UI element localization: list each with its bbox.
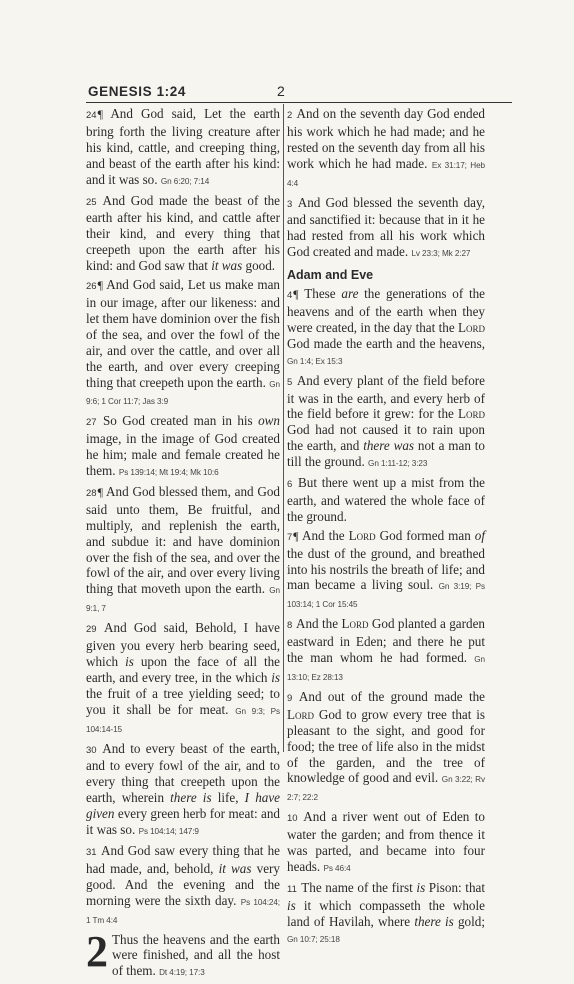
verse-text: God planted a garden eastward in Eden; and there he put the man whom he had formed. (287, 616, 485, 666)
italic-text: there is (170, 790, 212, 806)
italic-text: is (271, 669, 280, 685)
verse-9 (287, 689, 485, 806)
page-number: 2 (277, 83, 285, 99)
verse-text: And the (293, 616, 342, 632)
verse-text: And God blessed the seventh day, and sanctified it: because that in it he had rested from all his work which God created and made. (287, 194, 485, 260)
verse-text: And God blessed them, and God said unto them, Be fruitful, and multiply, and replenish the earth, and subdue it: and have dominion over the fish of the sea, and over the fowl of the air, and over every living thing that moveth upon the earth. (86, 483, 280, 597)
verse-8 (287, 616, 485, 686)
italic-text: of (474, 527, 485, 543)
verse-2 (287, 106, 485, 192)
verse-text: So God created man in his (97, 413, 259, 429)
verse-number: 8 (287, 620, 293, 632)
italic-text: own (258, 413, 280, 429)
verse-number: 29 (86, 624, 97, 636)
verse-text: good. (242, 258, 276, 274)
verse-number: 9 (287, 692, 293, 704)
cross-reference: Ex 31:17; Heb 4:4 (287, 160, 485, 188)
italic-text: is (287, 897, 296, 913)
verse-text: But there went up a mist from the earth, and watered the whole face of the ground. (287, 475, 485, 524)
cross-reference: Gn 1:11-12; 3:23 (368, 459, 428, 469)
section-heading: Adam and Eve (287, 268, 374, 283)
verse-11 (287, 880, 485, 948)
verse-text: gold; (453, 913, 485, 929)
verse-text: upon the face of all the earth, and every tree, in the which (86, 654, 280, 685)
cross-reference: Ps 139:14; Mt 19:4; Mk 10:6 (118, 468, 219, 478)
verse-28 (86, 484, 280, 617)
verse-text: And the (298, 527, 349, 543)
verse-text: And out of the ground made the (293, 688, 485, 704)
cross-reference: Ps 104:14; 147:9 (138, 827, 199, 837)
verse-text: And God said, Behold, I have given you every herb bearing seed, which (86, 620, 280, 669)
italic-text: are (341, 286, 359, 302)
verse-number: 7 (287, 531, 293, 543)
italic-text: is (416, 879, 426, 895)
verse-10 (287, 809, 485, 877)
running-head: GENESIS 1:24 (88, 84, 186, 99)
verse-text: God formed man (375, 527, 475, 543)
cross-reference: Ps 104:24; 1 Tm 4:4 (86, 897, 280, 925)
verse-text: God to grow every tree that is pleasant to the sight, and good for food; the tree of life also in the midst of the garden, and the tree of knowledge of good and evil. (287, 706, 485, 786)
verse-25 (86, 193, 280, 275)
verse-31 (86, 843, 280, 929)
verse-number: 25 (86, 196, 97, 208)
verse-text: And on the seventh day God ended his work which he had made; and he rested on the seventh day from all his work which he had made. (287, 106, 485, 171)
verse-text: And a river went out of Eden to water the garden; and from thence it was parted, and became into four heads. (287, 809, 485, 874)
italic-text: there was (363, 438, 415, 454)
pilcrow: ¶ (293, 528, 299, 543)
verse-text: God made the earth and the heavens, (287, 335, 485, 351)
verse-7 (287, 528, 485, 614)
verse-text: Pison: that (425, 879, 485, 895)
verse-text: And God saw every thing that he had made, and, behold, (86, 842, 280, 876)
verse-number: 28 (86, 487, 97, 499)
verse-number: 27 (86, 417, 97, 429)
chapter-drop-cap: 2 (86, 931, 108, 976)
pilcrow: ¶ (97, 278, 104, 293)
verse-24 (86, 106, 280, 190)
verse-6 (287, 475, 485, 525)
verse-text: the dust of the ground, and breathed into his nostrils the breath of life; and man became a living soul. (287, 545, 485, 593)
divine-name: Lord (287, 706, 315, 722)
verse-text: the generations of the heavens and of the earth when they were created, in the day that the (287, 286, 486, 335)
verse-number: 3 (287, 198, 293, 210)
chapter-2-verse-1 (86, 932, 280, 982)
cross-reference: Gn 9:1, 7 (86, 586, 280, 614)
left-column (86, 106, 280, 984)
verse-number: 4 (287, 290, 293, 302)
cross-reference: Gn 10:7; 25:18 (287, 934, 340, 944)
verse-text: not a man to till the ground. (287, 438, 485, 470)
verse-text: very good. And the evening and the morning were the sixth day. (86, 860, 280, 908)
cross-reference: Gn 3:22; Rv 2:7; 22:2 (287, 775, 485, 803)
verse-4 (287, 286, 485, 370)
italic-text: it was (211, 258, 243, 274)
verse-text: And God said, Let us make man in our image, after our likeness: and let them have dominion over the fish of the sea, and over the fowl of the air, and over the cattle, and over all the earth, and over every creeping thing that creepeth upon the earth. (86, 277, 280, 390)
verse-27 (86, 413, 280, 481)
verse-text: And to every beast of the earth, and to every fowl of the air, and to every thing that creepeth upon the earth, wherein (86, 740, 280, 806)
cross-reference: Gn 13:10; Ez 28:13 (287, 655, 485, 682)
italic-text: is (125, 654, 134, 669)
divine-name: Lord (348, 527, 376, 543)
verse-text: life, (211, 790, 245, 806)
running-header (86, 82, 512, 103)
verse-number: 5 (287, 376, 293, 388)
divine-name: Lord (341, 616, 369, 632)
verse-number: 10 (287, 813, 298, 825)
verse-number: 31 (86, 846, 97, 858)
pilcrow: ¶ (97, 484, 104, 499)
italic-text: I have given (86, 790, 280, 822)
cross-reference: Ps 46:4 (323, 863, 351, 873)
column-divider (283, 104, 284, 752)
verse-text: Thus the heavens and the earth were finished, and all the host of them. (112, 931, 280, 979)
verse-text: These (298, 286, 342, 302)
verse-30 (86, 741, 280, 840)
verse-text: And God made the beast of the earth after his kind, and cattle after their kind, and every thing that creepeth upon the earth after his kind: and God saw that (86, 192, 280, 274)
italic-text: it was (218, 860, 252, 876)
verse-number: 26 (86, 281, 97, 293)
pilcrow: ¶ (97, 107, 104, 121)
cross-reference: Gn 3:19; Ps 103:14; 1 Cor 15:45 (287, 582, 485, 610)
pilcrow: ¶ (293, 287, 299, 302)
verse-text: The name of the first (297, 879, 417, 895)
verse-5 (287, 373, 485, 472)
verse-text: God had not caused it to rain upon the earth, and (287, 422, 485, 454)
verse-text: And every plant of the field before it was in the earth, and every herb of the field before it grew: for the (287, 372, 485, 422)
cross-reference: Gn 9:6; 1 Cor 11:7; Jas 3:9 (86, 379, 280, 407)
cross-reference: Lv 23:3; Mk 2:27 (411, 249, 471, 259)
verse-text: image, in the image of God created he him; male and female created he them. (86, 431, 280, 479)
verse-3 (287, 195, 485, 263)
divine-name: Lord (457, 319, 485, 335)
verse-number: 24 (86, 110, 97, 121)
verse-number: 6 (287, 479, 293, 491)
verse-29 (86, 620, 280, 737)
verse-text: And God said, Let the earth bring forth the living creature after his kind, cattle, and creeping thing, and beast of the earth after his kind: and it was so. (86, 106, 280, 187)
divine-name: Lord (457, 406, 485, 422)
right-column (287, 106, 485, 951)
cross-reference: Gn 6:20; 7:14 (160, 176, 210, 186)
verse-26 (86, 277, 280, 410)
verse-text: it which compasseth the whole land of Havilah, where (287, 897, 485, 929)
cross-reference: Dt 4:19; 17:3 (159, 968, 205, 978)
cross-reference: Gn 1:4; Ex 15:3 (287, 356, 343, 366)
verse-text: the fruit of a tree yielding seed; to you it shall be for meat. (86, 685, 280, 717)
verse-text: every green herb for meat: and it was so. (86, 806, 280, 838)
cross-reference: Gn 9:3; Ps 104:14-15 (86, 706, 280, 734)
verse-number: 30 (86, 744, 97, 756)
verse-number: 2 (287, 110, 293, 121)
verse-number: 11 (287, 883, 297, 895)
italic-text: there is (414, 913, 454, 929)
